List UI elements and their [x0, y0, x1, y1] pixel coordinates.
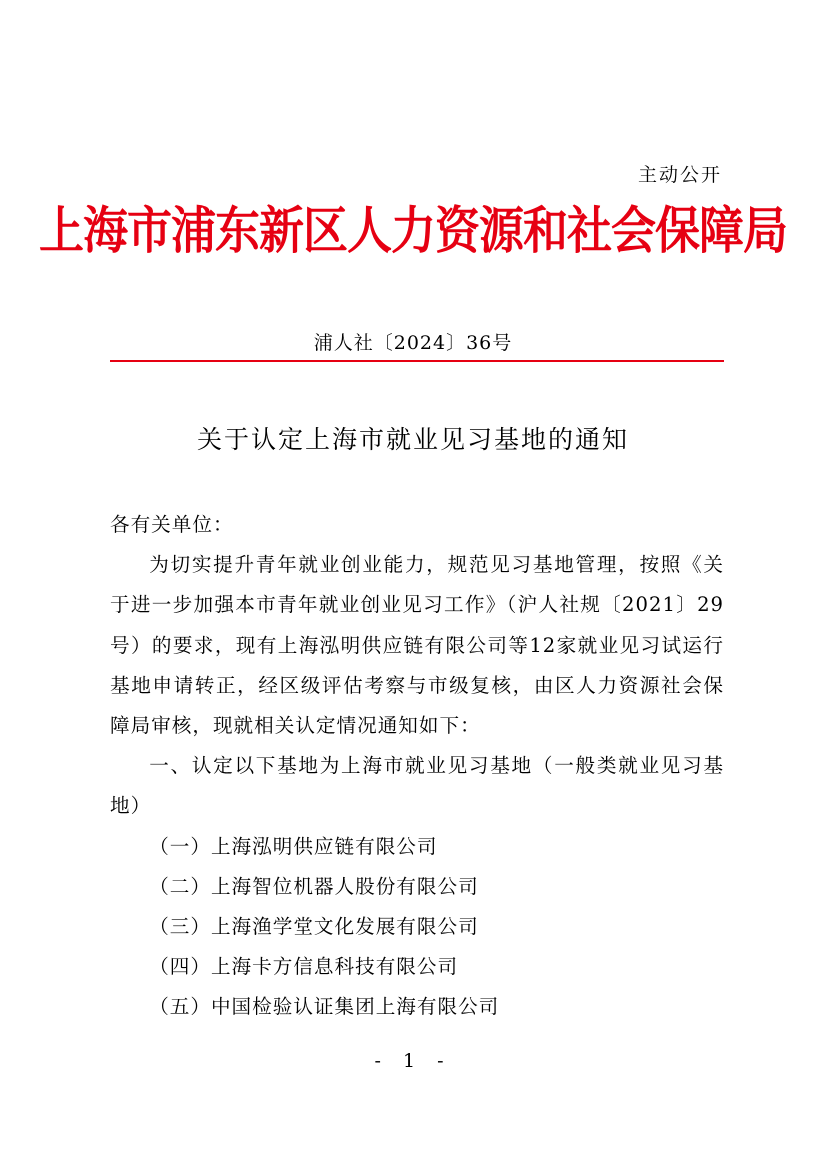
list-item: （二）上海智位机器人股份有限公司	[149, 874, 479, 898]
intro-paragraph: 为切实提升青年就业创业能力，规范见习基地管理，按照《关于进一步加强本市青年就业创业见习工作》（沪人社规〔2021〕29号）的要求，现有上海泓明供应链有限公司等12家就业见习试运行基地申请转正，经区级评估考察与市级复核，由区人力资源社会保障局审核，现就相关认定情况通知如下：	[110, 553, 724, 738]
section-one-heading: 一、认定以下基地为上海市就业见习基地（一般类就业见习基地）	[110, 754, 724, 818]
list-item: （五）中国检验认证集团上海有限公司	[149, 995, 500, 1019]
salutation: 各有关单位：	[110, 513, 234, 536]
agency-name-header: 上海市浦东新区人力资源和社会保障局	[38, 201, 787, 261]
list-item: （三）上海渔学堂文化发展有限公司	[149, 915, 479, 939]
document-number: 浦人社〔2024〕36号	[313, 332, 513, 354]
document-body	[110, 505, 724, 1028]
list-item: （一）上海泓明供应链有限公司	[149, 834, 438, 858]
red-divider-line	[110, 360, 724, 362]
disclosure-label: 主动公开	[637, 164, 722, 186]
page-number: - 1 -	[374, 1050, 452, 1072]
list-item: （四）上海卡方信息科技有限公司	[149, 955, 459, 979]
document-title: 关于认定上海市就业见习基地的通知	[196, 425, 629, 454]
